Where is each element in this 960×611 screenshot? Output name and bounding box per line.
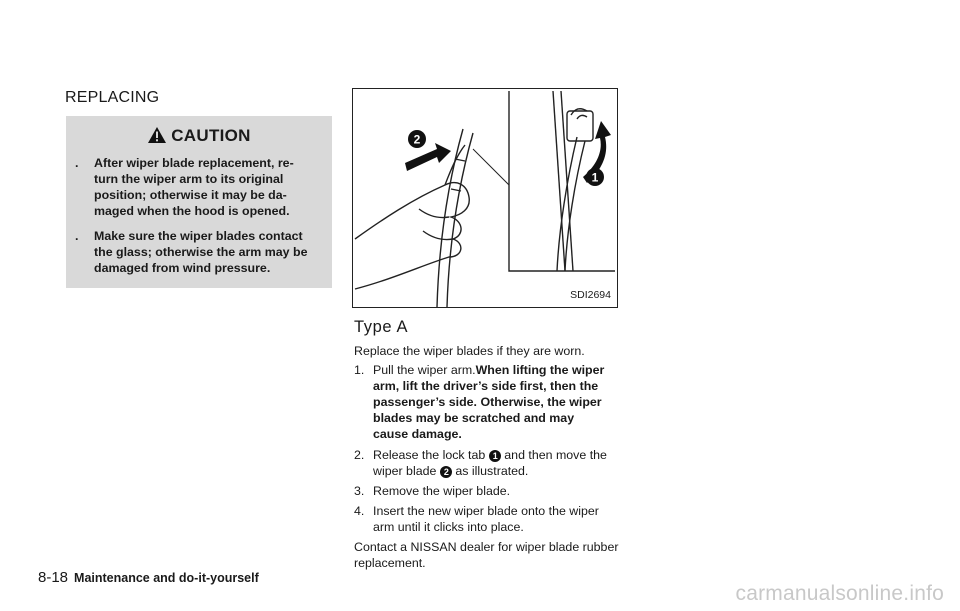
watermark: carmanualsonline.info: [735, 582, 944, 605]
lock-tab-ref-icon: 1: [489, 450, 501, 462]
caution-line: position; otherwise it may be da-: [94, 188, 287, 202]
section-heading: REPLACING: [65, 89, 160, 106]
step-number: 3.: [354, 484, 365, 498]
step-bold-line: arm, lift the driver’s side first, then the: [373, 379, 599, 393]
closing-line: Contact a NISSAN dealer for wiper blade rubber: [354, 540, 619, 554]
wiper-blade-ref-icon: 2: [440, 466, 452, 478]
step-number: 2.: [354, 448, 365, 462]
intro-paragraph: Replace the wiper blades if they are worn.: [354, 344, 585, 358]
page-number: 8-18: [38, 569, 69, 586]
step-2: [354, 447, 624, 479]
warning-triangle-icon: [147, 126, 167, 144]
caution-box: [66, 116, 332, 288]
wiper-illustration: [352, 88, 618, 308]
step-text: wiper blade: [373, 464, 437, 478]
step-1: [354, 362, 624, 442]
closing-paragraph: [354, 539, 622, 571]
step-text: Pull the wiper arm.: [373, 363, 476, 377]
caution-item: [75, 155, 324, 219]
step-text: Remove the wiper blade.: [373, 484, 511, 498]
step-text: Insert the new wiper blade onto the wiper: [373, 504, 599, 518]
caution-line: damaged from wind pressure.: [94, 261, 271, 275]
closing-line: replacement.: [354, 556, 426, 570]
step-number: 4.: [354, 504, 365, 518]
callout-1-label: 1: [591, 170, 599, 185]
caution-line: maged when the hood is opened.: [94, 204, 290, 218]
subheading: Type A: [354, 318, 409, 336]
caution-line: Make sure the wiper blades contact: [94, 229, 303, 243]
step-text: Release the lock tab: [373, 448, 486, 462]
step-text: arm until it clicks into place.: [373, 520, 524, 534]
callout-2-label: 2: [413, 132, 421, 147]
step-text: and then move the: [504, 448, 607, 462]
wiper-illustration-drawing: [353, 89, 617, 307]
step-number: 1.: [354, 363, 365, 377]
step-3: [354, 483, 624, 499]
footer-section-name: Maintenance and do-it-yourself: [74, 571, 259, 585]
caution-item: [75, 228, 324, 276]
step-bold-text: When lifting the wiper: [475, 363, 605, 377]
step-text: as illustrated.: [455, 464, 529, 478]
caution-bullet: .: [75, 156, 79, 170]
step-4: [354, 503, 624, 535]
caution-line: After wiper blade replacement, re-: [94, 156, 294, 170]
caution-line: turn the wiper arm to its original: [94, 172, 284, 186]
caution-bullet: .: [75, 229, 79, 243]
figure-code: SDI2694: [570, 289, 611, 301]
page-footer: [38, 569, 259, 586]
caution-title: [66, 126, 332, 146]
caution-title-text: CAUTION: [171, 126, 251, 145]
caution-line: the glass; otherwise the arm may be: [94, 245, 308, 259]
step-bold-line: cause damage.: [373, 427, 462, 441]
step-bold-line: passenger’s side. Otherwise, the wiper: [373, 395, 602, 409]
step-bold-line: blades may be scratched and may: [373, 411, 575, 425]
